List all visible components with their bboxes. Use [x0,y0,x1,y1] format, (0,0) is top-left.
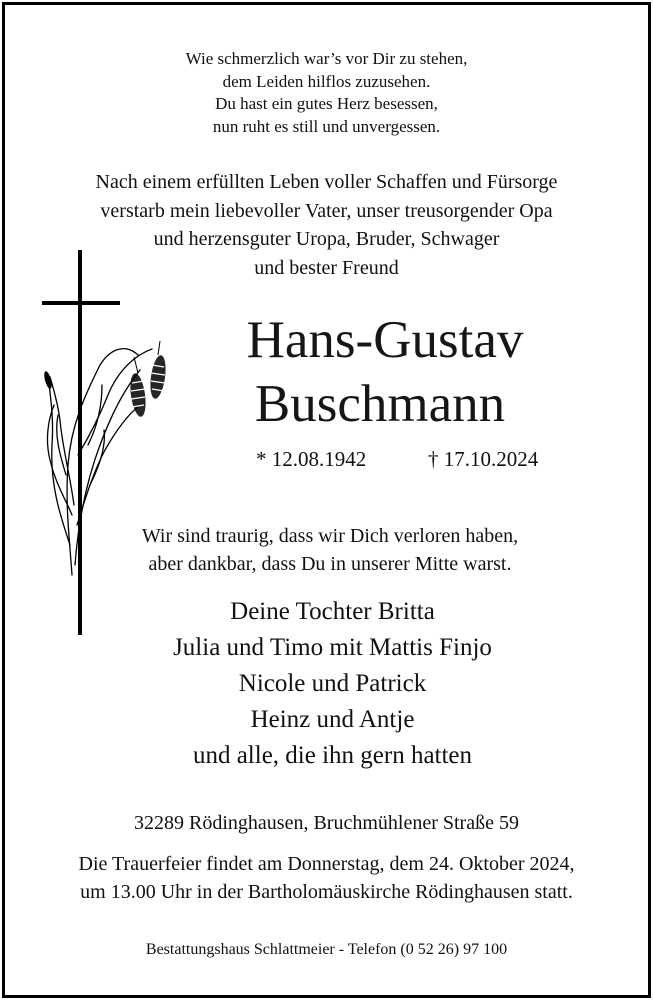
address: 32289 Rödinghausen, Bruchmühlener Straße 59 [134,812,519,834]
deceased-last-name: Buschmann [254,375,506,433]
mourner-line: Heinz und Antje [250,706,415,733]
mourner-line: und alle, die ihn gern hatten [192,742,473,769]
poem-line: dem Leiden hilflos zuzusehen. [222,71,431,91]
mourner-line: Julia und Timo mit Mattis Finjo [173,634,492,661]
intro-line: verstarb mein liebevoller Vater, unser treusorgender Opa [100,199,553,222]
ceremony-line: Die Trauerfeier findet am Donnerstag, dem 24. Oktober 2024, [78,853,575,875]
intro-line: Nach einem erfüllten Leben voller Schaffen und Fürsorge [95,171,558,193]
death-date: † 17.10.2024 [428,447,539,471]
poem-line: Wie schmerzlich war’s vor Dir zu stehen, [185,49,468,68]
quote [80,522,580,578]
undertaker-contact: Bestattungshaus Schlattmeier - Telefon (0 52 26) 97 100 [145,941,508,958]
poem-line: nun ruht es still und unvergessen. [212,116,441,136]
mourner-line: Deine Tochter Britta [230,598,435,625]
ceremony-info [0,850,653,906]
ceremony-line: um 13.00 Uhr in der Bartholomäuskirche Rödinghausen statt. [80,881,573,903]
quote-line: Wir sind traurig, dass wir Dich verloren haben, [141,525,519,547]
quote-line: aber dankbar, dass Du in unserer Mitte warst. [148,553,512,575]
intro-line: und herzensguter Uropa, Bruder, Schwager [153,228,500,250]
poem [0,48,653,138]
mourners-list [80,594,585,774]
mourner-line: Nicole und Patrick [238,670,427,697]
poem-line: Du hast ein gutes Herz besessen, [215,94,438,113]
deceased-first-name: Hans-Gustav [246,311,524,369]
birth-date: * 12.08.1942 [256,447,367,471]
intro-line: und bester Freund [254,256,399,279]
cross-with-wheat-icon [30,245,180,645]
